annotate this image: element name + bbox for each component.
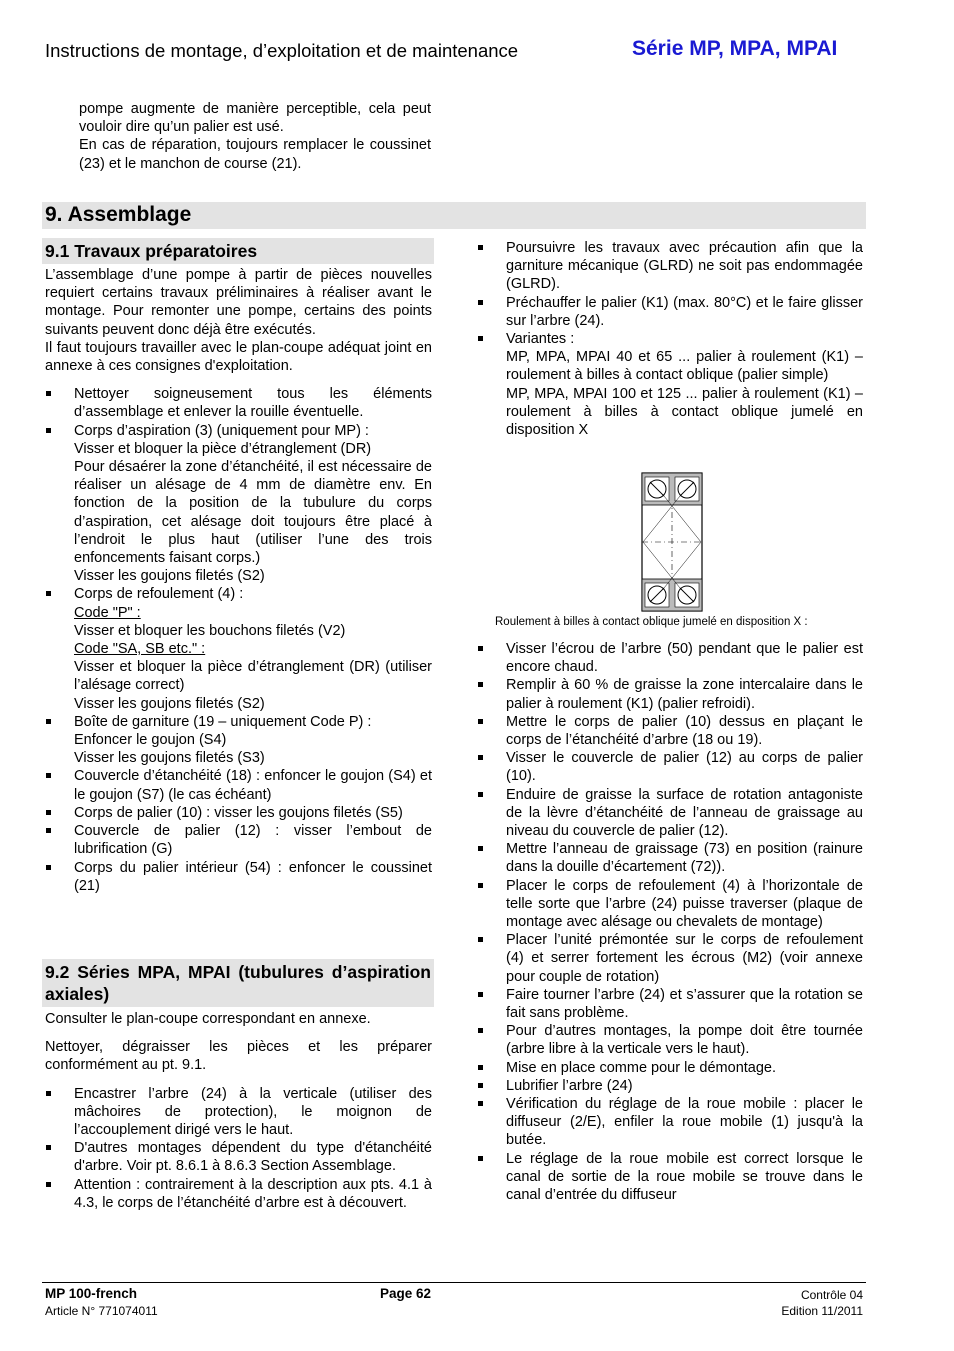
list-line: Visser et bloquer la pièce d’étranglement (DR) [74,440,372,457]
list-item [45,585,432,712]
subsection-title: 9.1 Travaux préparatoires [45,241,258,261]
list-line: Corps de refoulement (4) : [74,586,244,603]
list-item: Placer le corps de refoulement (4) à l’horizontale de telle sorte que l’arbre (24) puisse traverser (plaque de montage avec alésage ou chevalets de montage) [477,877,863,932]
footer-doc-id: MP 100-french [45,1286,138,1301]
list-item [45,422,432,586]
list-item: Placer l’unité prémontée sur le corps de refoulement (4) et serrer fortement les écrous (M2) (voir annexe pour couple de rotation) [477,931,863,986]
list-line: MP, MPA, MPAI 40 et 65 ... palier à roulement (K1) – roulement à billes à contact oblique (palier simple) [506,349,863,384]
list-item: Corps du palier intérieur (54) : enfoncer le coussinet (21) [45,859,432,895]
series-title: Série MP, MPA, MPAI [632,37,838,60]
list-line: Enfoncer le goujon (S4) [74,732,227,749]
subsection-heading-9-2 [42,959,434,1007]
paragraph: L’assemblage d’une pompe à partir de pièces nouvelles requiert certains travaux préliminaires à réaliser avant le montage. Pour remonter une pompe, certains des points suivants peuvent donc déjà être exécutés. [45,267,432,338]
bearing-diagram-icon [641,472,703,612]
list-item: Lubrifier l’arbre (24) [477,1077,863,1095]
list-item: Pour d’autres montages, la pompe doit être tournée (arbre libre à la verticale vers le haut). [477,1022,863,1058]
list-item: Attention : contrairement à la description aux pts. 4.1 à 4.3, le corps de l’étanchéité d’arbre est à découvert. [45,1176,432,1212]
bullet-list [477,239,863,439]
list-item: D'autres montages dépendent du type d'étanchéité d'arbre. Voir pt. 8.6.1 à 8.6.3 Section Assemblage. [45,1139,432,1175]
list-item: Couvercle de palier (12) : visser l’embout de lubrification (G) [45,822,432,858]
list-line: Corps d’aspiration (3) (uniquement pour MP) : [74,422,369,439]
bullet-list [45,1085,432,1212]
left-column [45,266,432,895]
figure-caption: Roulement à billes à contact oblique jumelé en disposition X : [495,616,808,628]
list-item: Couvercle d’étanchéité (18) : enfoncer le goujon (S4) et le goujon (S7) (le cas échéant) [45,767,432,803]
bullet-list [477,640,863,1204]
paragraph: Nettoyer, dégraisser les pièces et les préparer conformément au pt. 9.1. [45,1039,432,1074]
list-item: Faire tourner l’arbre (24) et s’assurer que la rotation se fait sans problème. [477,986,863,1022]
subsection-title: 9.2 Séries MPA, MPAI (tubulures d’aspiration axiales) [45,962,431,1004]
list-item [45,713,432,768]
list-item: Visser l’écrou de l’arbre (50) pendant que le palier est encore chaud. [477,640,863,676]
header-title: Instructions de montage, d’exploitation et de maintenance [45,40,519,61]
paragraph: Il faut toujours travailler avec le plan-coupe adéquat joint en annexe à ces consignes d'exploitation. [45,339,432,375]
intro-paragraph: pompe augmente de manière perceptible, cela peut vouloir dire qu’un palier est usé. [79,101,431,136]
list-item: Encastrer l’arbre (24) à la verticale (utiliser des mâchoires de protection), le moignon de l’accouplement dirigé vers le haut. [45,1085,432,1140]
list-line: Pour désaérer la zone d’étanchéité, il est nécessaire de réaliser un alésage de 4 mm de diamètre env. En fonction de la position de la tubulure du corps d’aspiration, cet alésage doit toujours être placé à l’endroit le plus haut (utiliser l’une des trois enfoncements faisant corps.) [74,459,432,567]
list-item: Mise en place comme pour le démontage. [477,1059,863,1077]
section-title: 9. Assemblage [45,203,192,226]
list-line: Visser et bloquer les bouchons filetés (V2) [74,622,346,639]
left-column-9-2 [45,1010,432,1212]
list-line: Visser les goujons filetés (S2) [74,568,265,585]
list-item: Remplir à 60 % de graisse la zone intercalaire dans le palier à roulement (K1) (palier refroidi). [477,676,863,712]
list-item: Le réglage de la roue mobile est correct lorsque le canal de sortie de la roue mobile se trouve dans le canal d’entrée du diffuseur [477,1150,863,1205]
code-label: Code "SA, SB etc." : [74,641,206,658]
list-item: Mettre le corps de palier (10) dessus en plaçant le corps de l’étanchéité d’arbre (18 ou 19). [477,713,863,749]
footer-article: Article N° 771074011 [45,1304,158,1318]
list-item: Enduire de graisse la surface de rotation antagoniste de la lèvre d’étanchéité de l’anneau de graissage au niveau du couvercle de palier (12). [477,786,863,841]
footer-control: Contrôle 04 [800,1288,863,1302]
list-line: Boîte de garniture (19 – uniquement Code P) : [74,713,372,730]
subsection-heading-9-1 [42,238,434,264]
list-item: Corps de palier (10) : visser les goujons filetés (S5) [45,804,432,822]
intro-paragraph: En cas de réparation, toujours remplacer le coussinet (23) et le manchon de course (21). [79,137,431,172]
section-heading [42,202,866,229]
list-line: Visser les goujons filetés (S3) [74,750,265,767]
right-column-top [477,239,863,439]
list-line: Visser les goujons filetés (S2) [74,695,265,712]
list-item: Nettoyer soigneusement tous les éléments d’assemblage et enlever la rouille éventuelle. [45,385,432,421]
right-column-bottom [477,640,863,1204]
code-label: Code "P" : [74,604,141,621]
list-line: MP, MPA, MPAI 100 et 125 ... palier à roulement (K1) – roulement à billes à contact oblique jumelé en disposition X [506,385,863,439]
list-item: Mettre l’anneau de graissage (73) en position (rainure dans la douille d’écartement (72)). [477,840,863,876]
list-line: Variantes : [506,331,575,348]
list-item: Vérification du réglage de la roue mobile : placer le diffuseur (2/E), enfiler la roue mobile (1) jusqu'à la butée. [477,1095,863,1150]
list-item: Préchauffer le palier (K1) (max. 80°C) et le faire glisser sur l’arbre (24). [477,294,863,330]
list-item: Visser le couvercle de palier (12) au corps de palier (10). [477,749,863,785]
list-item [477,330,863,439]
bearing-diagram [641,472,703,617]
list-item: Poursuivre les travaux avec précaution afin que la garniture mécanique (GLRD) ne soit pas endommagée (GLRD). [477,239,863,294]
footer-divider [42,1282,866,1283]
bullet-list [45,385,432,895]
paragraph: Consulter le plan-coupe correspondant en annexe. [45,1011,371,1027]
footer-edition: Edition 11/2011 [781,1304,863,1318]
footer-page-number: Page 62 [380,1286,432,1301]
list-line: Visser et bloquer la pièce d’étranglement (DR) (utiliser l’alésage correct) [74,659,432,694]
intro-text [79,100,431,173]
